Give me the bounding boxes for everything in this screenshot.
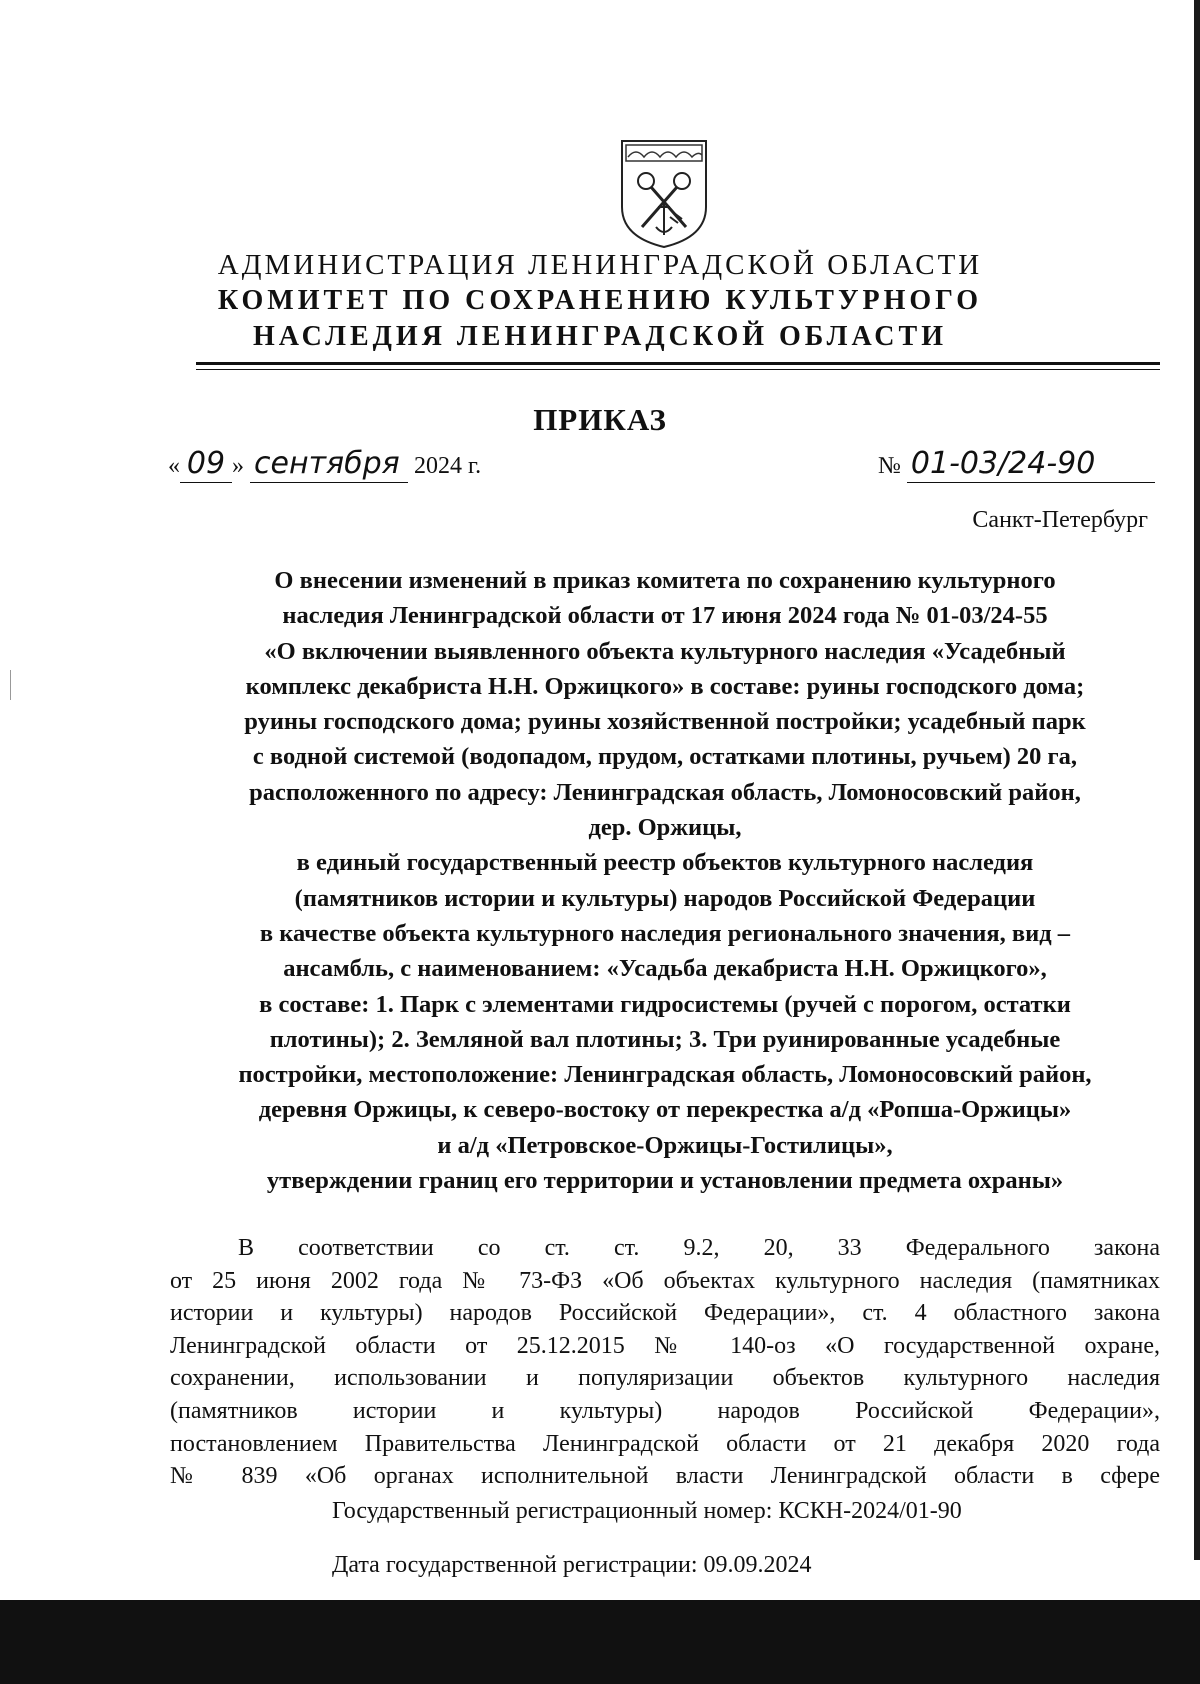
body-line: сохранении, использовании и популяризации объектов культурного наследия [170, 1365, 1160, 1392]
body-line: № 839 «Об органах исполнительной власти Ленинградской области в сфере [170, 1463, 1160, 1490]
subject-line: плотины); 2. Земляной вал плотины; 3. Три руинированные усадебные [269, 1025, 1061, 1053]
scan-footer-band [0, 1600, 1200, 1684]
subject-line: в составе: 1. Парк с элементами гидросистемы (ручей с порогом, остатки [259, 990, 1071, 1018]
scan-mark [10, 670, 11, 700]
registration-date: Дата государственной регистрации: 09.09.2024 [332, 1552, 812, 1578]
committee-name-line2: НАСЛЕДИЯ ЛЕНИНГРАДСКОЙ ОБЛАСТИ [253, 321, 947, 352]
subject-line: наследия Ленинградской области от 17 июня 2024 года № 01-03/24-55 [282, 602, 1048, 630]
subject-line: (памятников истории и культуры) народов Российской Федерации [294, 884, 1036, 912]
body-line: (памятников истории и культуры) народов Российской Федерации», [170, 1397, 1160, 1424]
handwritten-number: 01-03/24-90 [907, 446, 1155, 483]
scan-edge [1194, 0, 1200, 1560]
handwritten-month: сентября [250, 446, 408, 483]
subject-line: и а/д «Петровское-Оржицы-Гостилицы», [437, 1131, 893, 1159]
subject-line: О внесении изменений в приказ комитета по сохранению культурного [274, 567, 1056, 594]
quote-open: « [168, 453, 180, 479]
body-line: истории и культуры) народов Российской Федерации», ст. 4 областного закона [170, 1300, 1160, 1327]
subject-line: «О включении выявленного объекта культурного наследия «Усадебный [264, 637, 1066, 665]
subject-line: утверждении границ его территории и установлении предмета охраны» [266, 1167, 1064, 1195]
quote-close: » [232, 453, 244, 479]
subject-line: постройки, местоположение: Ленинградская область, Ломоносовский район, [238, 1061, 1092, 1089]
subject-line: деревня Оржицы, к северо-востоку от перекрестка а/д «Ропша-Оржицы» [258, 1096, 1072, 1124]
subject-line: ансамбль, с наименованием: «Усадьба декабриста Н.Н. Оржицкого», [283, 955, 1047, 983]
order-subject [170, 563, 1160, 1198]
registration-number: Государственный регистрационный номер: КСКН-2024/01-90 [332, 1498, 962, 1524]
header-divider-thin [196, 369, 1160, 370]
order-date [168, 446, 481, 483]
number-label: № [878, 453, 901, 479]
subject-line: комплекс декабриста Н.Н. Оржицкого» в составе: руины господского дома; [245, 672, 1085, 700]
body-line: постановлением Правительства Ленинградской области от 21 декабря 2020 года [170, 1430, 1160, 1457]
order-body [170, 1232, 1160, 1493]
subject-line: дер. Оржицы, [588, 814, 742, 842]
subject-line: в качестве объекта культурного наследия регионального значения, вид – [259, 919, 1071, 947]
body-line: от 25 июня 2002 года № 73-ФЗ «Об объектах культурного наследия (памятниках [170, 1267, 1160, 1294]
handwritten-day: 09 [180, 446, 232, 483]
order-number [878, 446, 1155, 483]
coat-of-arms-emblem [616, 137, 712, 249]
order-city: Санкт-Петербург [972, 507, 1148, 533]
subject-line: руины господского дома; руины хозяйственной постройки; усадебный парк [244, 708, 1086, 736]
body-line: В соответствии со ст. ст. 9.2, 20, 33 Федерального закона [238, 1235, 1160, 1261]
order-year: 2024 г. [414, 453, 482, 479]
administration-name: АДМИНИСТРАЦИЯ ЛЕНИНГРАДСКОЙ ОБЛАСТИ [217, 249, 983, 281]
committee-name-line1: КОМИТЕТ ПО СОХРАНЕНИЮ КУЛЬТУРНОГО [217, 285, 983, 316]
subject-line: с водной системой (водопадом, прудом, остатками плотины, ручьем) 20 га, [252, 743, 1078, 771]
header-divider-thick [196, 362, 1160, 365]
body-line: Ленинградской области от 25.12.2015 № 140-оз «О государственной охране, [170, 1332, 1160, 1359]
subject-line: в единый государственный реестр объектов культурного наследия [296, 849, 1034, 877]
order-title: ПРИКАЗ [533, 402, 667, 437]
subject-line: расположенного по адресу: Ленинградская область, Ломоносовский район, [249, 778, 1081, 806]
